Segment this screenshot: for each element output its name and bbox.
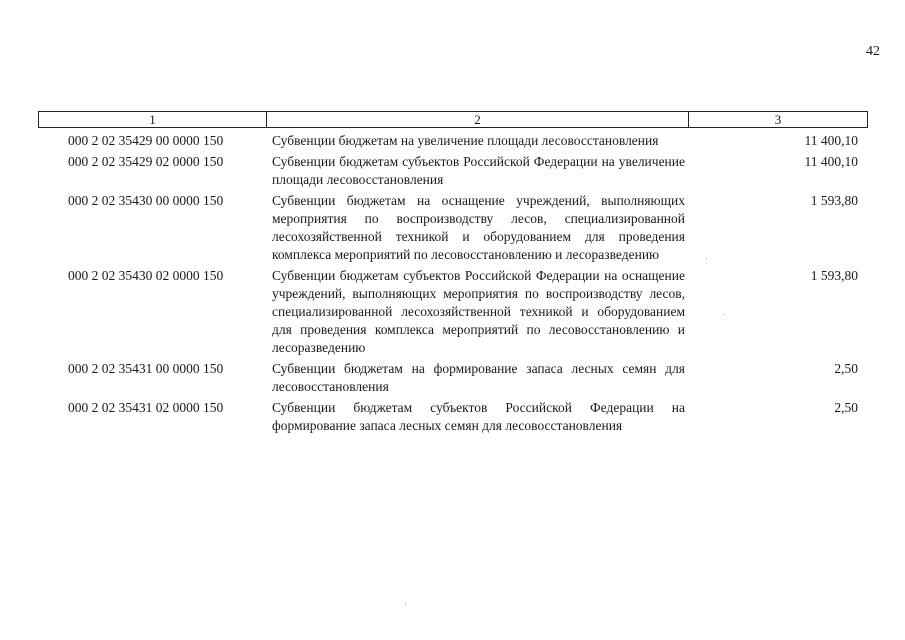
row-description: Субвенции бюджетам субъектов Российской Федерации на увеличение площади лесовосстановления	[272, 154, 685, 187]
row-amount: 2,50	[834, 361, 858, 376]
row-description: Субвенции бюджетам на увеличение площади лесовосстановления	[272, 133, 659, 148]
budget-code: 000 2 02 35430 02 0000 150	[68, 268, 224, 283]
table-row	[38, 360, 868, 396]
row-description: Субвенции бюджетам на формирование запаса лесных семян для лесовосстановления	[272, 361, 685, 394]
column-header-2: 2	[267, 112, 689, 127]
row-amount: 11 400,10	[804, 154, 858, 169]
column-header-3: 3	[774, 112, 782, 127]
table-row	[38, 132, 868, 150]
scan-speck	[723, 314, 724, 315]
table-header	[38, 111, 868, 128]
table-row	[38, 399, 868, 435]
table-row	[38, 192, 868, 264]
budget-code: 000 2 02 35429 00 0000 150	[68, 133, 224, 148]
row-amount: 2,50	[834, 400, 858, 415]
row-amount: 1 593,80	[810, 268, 858, 283]
scan-speck	[706, 258, 707, 259]
column-header-1: 1	[39, 112, 267, 127]
budget-code: 000 2 02 35431 02 0000 150	[68, 400, 224, 415]
table-row	[38, 267, 868, 357]
row-description: Субвенции бюджетам субъектов Российской Федерации на оснащение учреждений, выполняющих мероприятия по воспроизводству лесов, специализированной лесохозяйственной техникой и оборудованием для проведения комплекса мероприятий по лесовосстановлению и лесоразведению	[272, 268, 685, 355]
table-body	[38, 132, 868, 438]
row-amount: 11 400,10	[804, 133, 858, 148]
budget-code: 000 2 02 35430 00 0000 150	[68, 193, 224, 208]
row-amount: 1 593,80	[810, 193, 858, 208]
table-row	[38, 153, 868, 189]
row-description: Субвенции бюджетам субъектов Российской Федерации на формирование запаса лесных семян для лесовосстановления	[272, 400, 685, 433]
budget-code: 000 2 02 35431 00 0000 150	[68, 361, 224, 376]
page-number: 42	[866, 44, 880, 59]
scan-speck	[405, 604, 406, 605]
row-description: Субвенции бюджетам на оснащение учреждений, выполняющих мероприятия по воспроизводству лесов, специализированной лесохозяйственной техникой и оборудованием для проведения комплекса мероприятий по лесовосстановлению и лесоразведению	[272, 193, 685, 262]
budget-code: 000 2 02 35429 02 0000 150	[68, 154, 224, 169]
